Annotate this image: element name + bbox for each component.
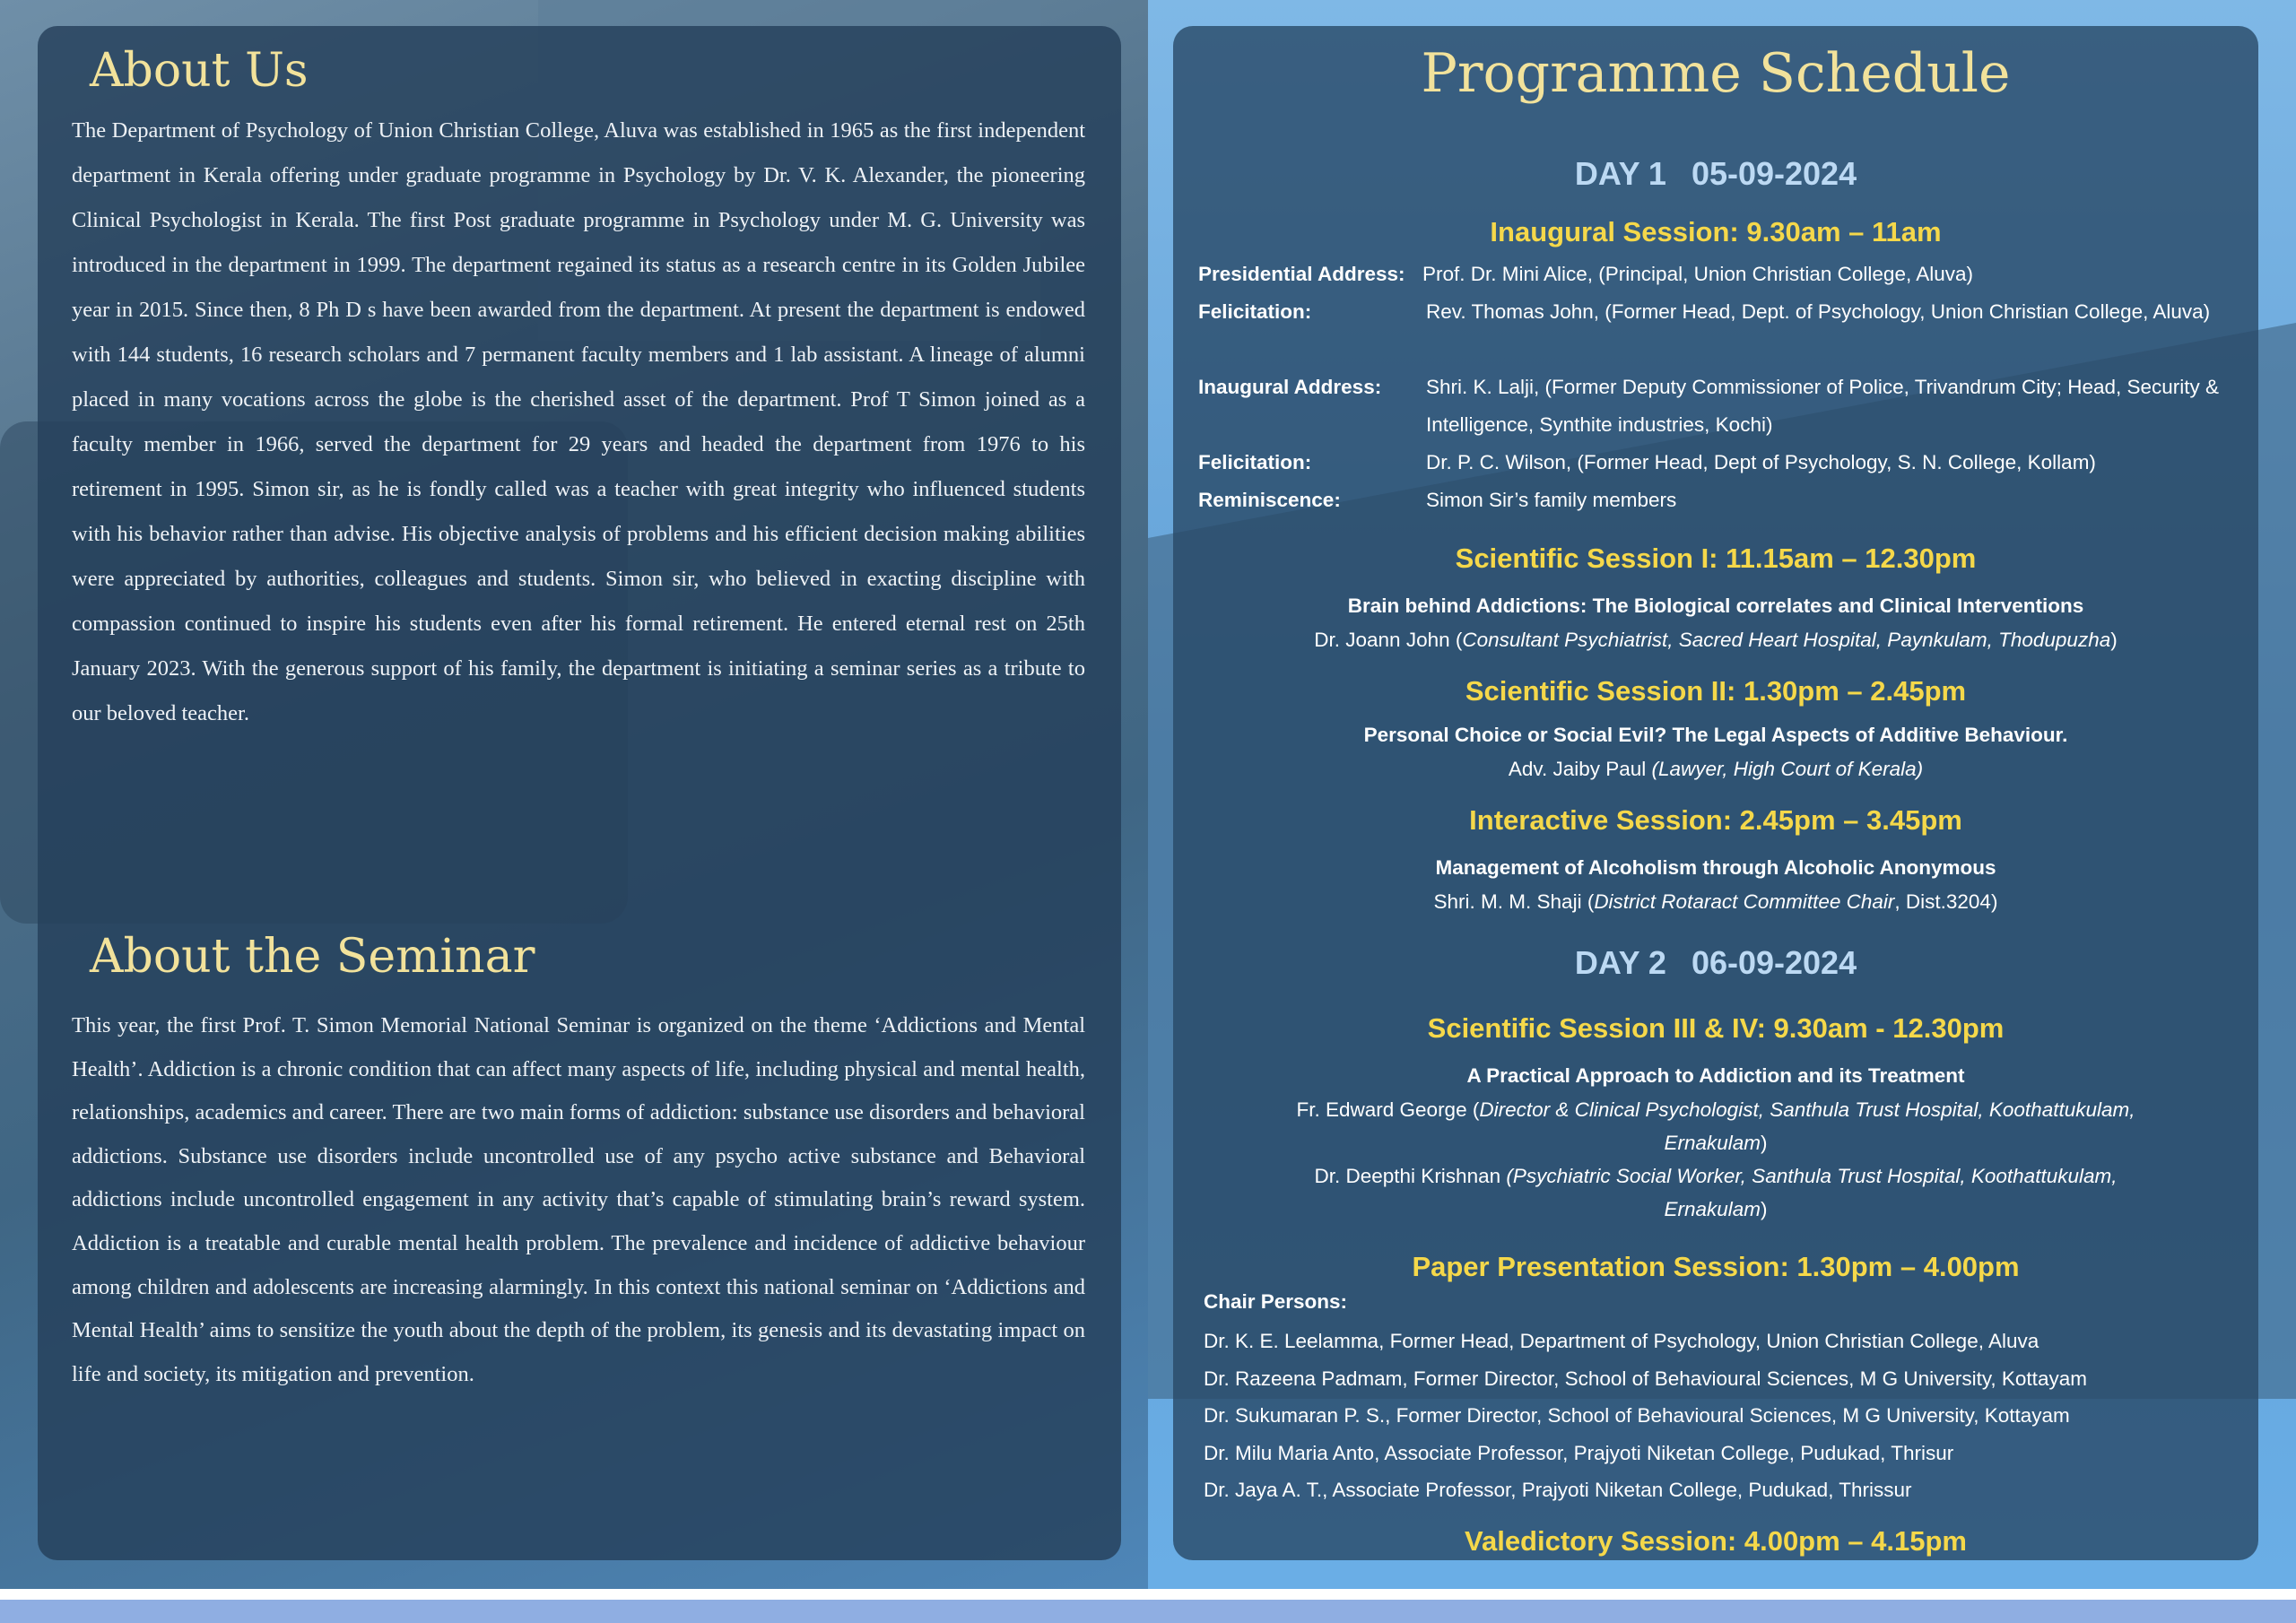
session-3-4-speaker-2: Dr. Deepthi Krishnan (Psychiatric Social Worker, Santhula Trust Hospital, Koothattukulam, Ernakulam) xyxy=(1314,1165,2118,1220)
day1-date: 05-09-2024 xyxy=(1691,155,1857,192)
session-2-speaker: Adv. Jaiby Paul (Lawyer, High Court of Kerala) xyxy=(1508,758,1924,780)
interactive-session-topic: Management of Alcoholism through Alcoholic Anonymous xyxy=(1435,856,1996,879)
row-label: Felicitation: xyxy=(1198,451,1312,473)
interactive-session-speaker: Shri. M. M. Shaji (District Rotaract Committee Chair, Dist.3204) xyxy=(1433,890,1998,913)
schedule-heading: Programme Schedule xyxy=(1421,42,2011,105)
row-value: Dr. P. C. Wilson, (Former Head, Dept of Psychology, S. N. College, Kollam) xyxy=(1426,451,2096,473)
paper-presentation-title: Paper Presentation Session: 1.30pm – 4.00pm xyxy=(1412,1251,2020,1282)
row-label: Reminiscence: xyxy=(1198,489,1341,511)
interactive-session-title: Interactive Session: 2.45pm – 3.45pm xyxy=(1469,804,1962,836)
about-seminar-heading: About the Seminar xyxy=(90,930,535,984)
about-seminar-text: This year, the first Prof. T. Simon Memorial National Seminar is organized on the theme ‘Addictions and Mental Health’. Addiction is a chronic condition that can affect many aspects of life, including physical and mental health, relationships, academics and career. There are two main forms of addiction: substance use disorders and behavioral addictions. Substance use disorders include uncontrolled use of any psycho active substance and Behavioral addictions include uncontrolled engagement in any activity that’s capable of stimulating brain’s reward system. Addiction is a treatable and curable mental health problem. The prevalence and incidence of addictive behaviour among children and adolescents are increasing alarmingly. In this context this national seminar on ‘Addictions and Mental Health’ aims to sensitize the youth about the depth of the problem, its genesis and its devastating impact on life and society, its mitigation and prevention. xyxy=(72,1013,1085,1386)
list-item: Dr. K. E. Leelamma, Former Head, Department of Psychology, Union Christian College, Aluva xyxy=(1204,1330,2039,1352)
row-label: Inaugural Address: xyxy=(1198,376,1382,398)
row-value: Rev. Thomas John, (Former Head, Dept. of Psychology, Union Christian College, Aluva) xyxy=(1426,300,2211,323)
about-us-text: The Department of Psychology of Union Christian College, Aluva was established in 1965 as the first independent department in Kerala offering under graduate programme in Psychology by Dr. V. K. Alexander, the pioneering Clinical Psychologist in Kerala. The first Post graduate programme in Psychology under M. G. University was introduced in the department in 1999. The department regained its status as a research centre in its Golden Jubilee year in 2015. Since then, 8 Ph D s have been awarded from the department. At present the department is endowed with 144 students, 16 research scholars and 7 permanent faculty members and 1 lab assistant. A lineage of alumni placed in many vocations across the globe is the cherished asset of the department. Prof T Simon joined as a faculty member in 1966, served the department for 29 years and headed the department from 1976 to his retirement in 1995. Simon sir, as he is fondly called was a teacher with great integrity who influenced students with his behavior rather than advise. His objective analysis of problems and his efficient decision making abilities were appreciated by authorities, colleagues and students. Simon sir, who believed in exacting discipline with compassion continued to inspire his students even after his formal retirement. He entered eternal rest on 25th January 2023. With the generous support of his family, the department is initiating a seminar series as a tribute to our beloved teacher. xyxy=(72,118,1085,725)
day1-heading xyxy=(1173,155,2258,193)
day2-label: DAY 2 xyxy=(1574,944,1666,981)
session-2-topic: Personal Choice or Social Evil? The Legal Aspects of Additive Behaviour. xyxy=(1363,724,2068,746)
about-panel xyxy=(38,26,1121,1560)
inaugural-session-title: Inaugural Session: 9.30am – 11am xyxy=(1490,216,1942,247)
list-item: Dr. Sukumaran P. S., Former Director, School of Behavioural Sciences, M G University, Kottayam xyxy=(1204,1404,2070,1428)
chair-persons-list xyxy=(1204,1323,2087,1509)
session-1-speaker: Dr. Joann John (Consultant Psychiatrist, Sacred Heart Hospital, Paynkulam, Thodupuzha) xyxy=(1314,629,2118,651)
footer-stripe-blue xyxy=(0,1600,2296,1623)
row-label: Presidential Address: xyxy=(1198,263,1405,285)
row-value: Prof. Dr. Mini Alice, (Principal, Union Christian College, Aluva) xyxy=(1422,263,1973,285)
day1-label: DAY 1 xyxy=(1574,155,1666,192)
row-label: Felicitation: xyxy=(1198,300,1312,323)
day2-date: 06-09-2024 xyxy=(1691,944,1857,981)
scientific-session-1-title: Scientific Session I: 11.15am – 12.30pm xyxy=(1455,542,1977,574)
footer-stripe-white xyxy=(0,1589,2296,1600)
session-3-4-speaker-1: Fr. Edward George (Director & Clinical Psychologist, Santhula Trust Hospital, Koothattukulam, Ernakulam) xyxy=(1296,1098,2135,1154)
row-value: Simon Sir’s family members xyxy=(1426,489,1677,511)
day2-heading xyxy=(1173,944,2258,982)
list-item: Dr. Jaya A. T., Associate Professor, Prajyoti Niketan College, Pudukad, Thrissur xyxy=(1204,1479,1912,1502)
scientific-session-2-title: Scientific Session II: 1.30pm – 2.45pm xyxy=(1465,675,1967,707)
chair-persons-label: Chair Persons: xyxy=(1204,1290,1348,1313)
schedule-panel xyxy=(1173,26,2258,1560)
session-3-4-topic: A Practical Approach to Addiction and its Treatment xyxy=(1466,1064,1965,1087)
list-item: Dr. Razeena Padmam, Former Director, School of Behavioural Sciences, M G University, Kottayam xyxy=(1204,1367,2087,1390)
valedictory-session-title: Valedictory Session: 4.00pm – 4.15pm xyxy=(1465,1525,1967,1557)
scientific-session-3-4-title: Scientific Session III & IV: 9.30am - 12.30pm xyxy=(1427,1012,2005,1044)
session-1-topic: Brain behind Addictions: The Biological correlates and Clinical Interventions xyxy=(1347,595,2084,617)
about-us-heading: About Us xyxy=(90,44,309,98)
row-value: Shri. K. Lalji, (Former Deputy Commissioner of Police, Trivandrum City; Head, Security & Intelligence, Synthite industries, Kochi) xyxy=(1426,376,2220,436)
list-item: Dr. Milu Maria Anto, Associate Professor, Prajyoti Niketan College, Pudukad, Thrisur xyxy=(1204,1441,1954,1464)
